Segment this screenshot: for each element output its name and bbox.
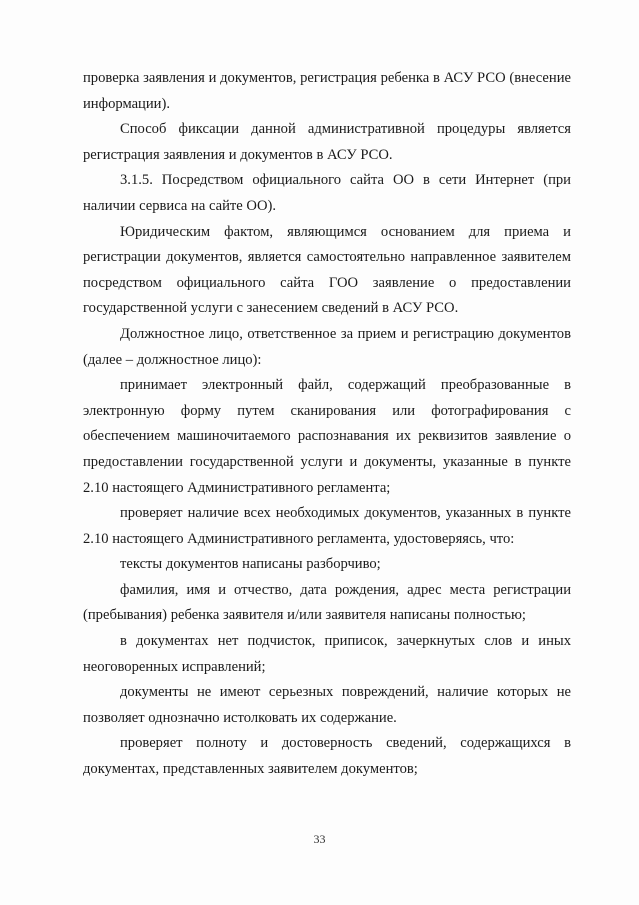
paragraph-checks-documents: проверяет наличие всех необходимых документов, указанных в пункте 2.10 настоящего Административного регламента, удостоверяясь, что: — [83, 505, 571, 547]
paragraph-continuation: проверка заявления и документов, регистрация ребенка в АСУ РСО (внесение информации). — [83, 70, 571, 112]
page-number: 33 — [313, 832, 326, 846]
paragraph-fixation-method: Способ фиксации данной административной процедуры является регистрация заявления и документов в АСУ РСО. — [83, 121, 571, 163]
paragraph-accepts-file: принимает электронный файл, содержащий преобразованные в электронную форму путем сканирования или фотографирования с обеспечением машиночитаемого распознавания их реквизитов заявление о предоставлении государственной услуги и документы, указанные в пункте 2.10 настоящего Административного регламента; — [83, 377, 571, 496]
paragraph-no-erasures: в документах нет подчисток, приписок, зачеркнутых слов и иных неоговоренных исправлений; — [83, 633, 571, 675]
paragraph-no-damage: документы не имеют серьезных повреждений, наличие которых не позволяет однозначно истолковать их содержание. — [83, 684, 571, 726]
paragraph-checks-completeness: проверяет полноту и достоверность сведений, содержащихся в документах, представленных заявителем документов; — [83, 735, 571, 778]
paragraph-official: Должностное лицо, ответственное за прием и регистрацию документов (далее – должностное лицо): — [83, 325, 571, 368]
paragraph-full-names: фамилия, имя и отчество, дата рождения, адрес места регистрации (пребывания) ребенка заявителя и/или заявителя написаны полностью; — [83, 581, 571, 624]
paragraph-legal-fact: Юридическим фактом, являющимся основанием для приема и регистрации документов, является самостоятельно направленное заявителем посредством официального сайта ГОО заявление о предоставлении государственной услуги с занесением сведений в АСУ РСО. — [83, 223, 571, 317]
paragraph-legible-texts: тексты документов написаны разборчиво; — [120, 556, 381, 573]
paragraph-section-3-1-5: 3.1.5. Посредством официального сайта ОО в сети Интернет (при наличии сервиса на сайте ОО). — [83, 172, 571, 214]
document-body — [83, 66, 571, 783]
